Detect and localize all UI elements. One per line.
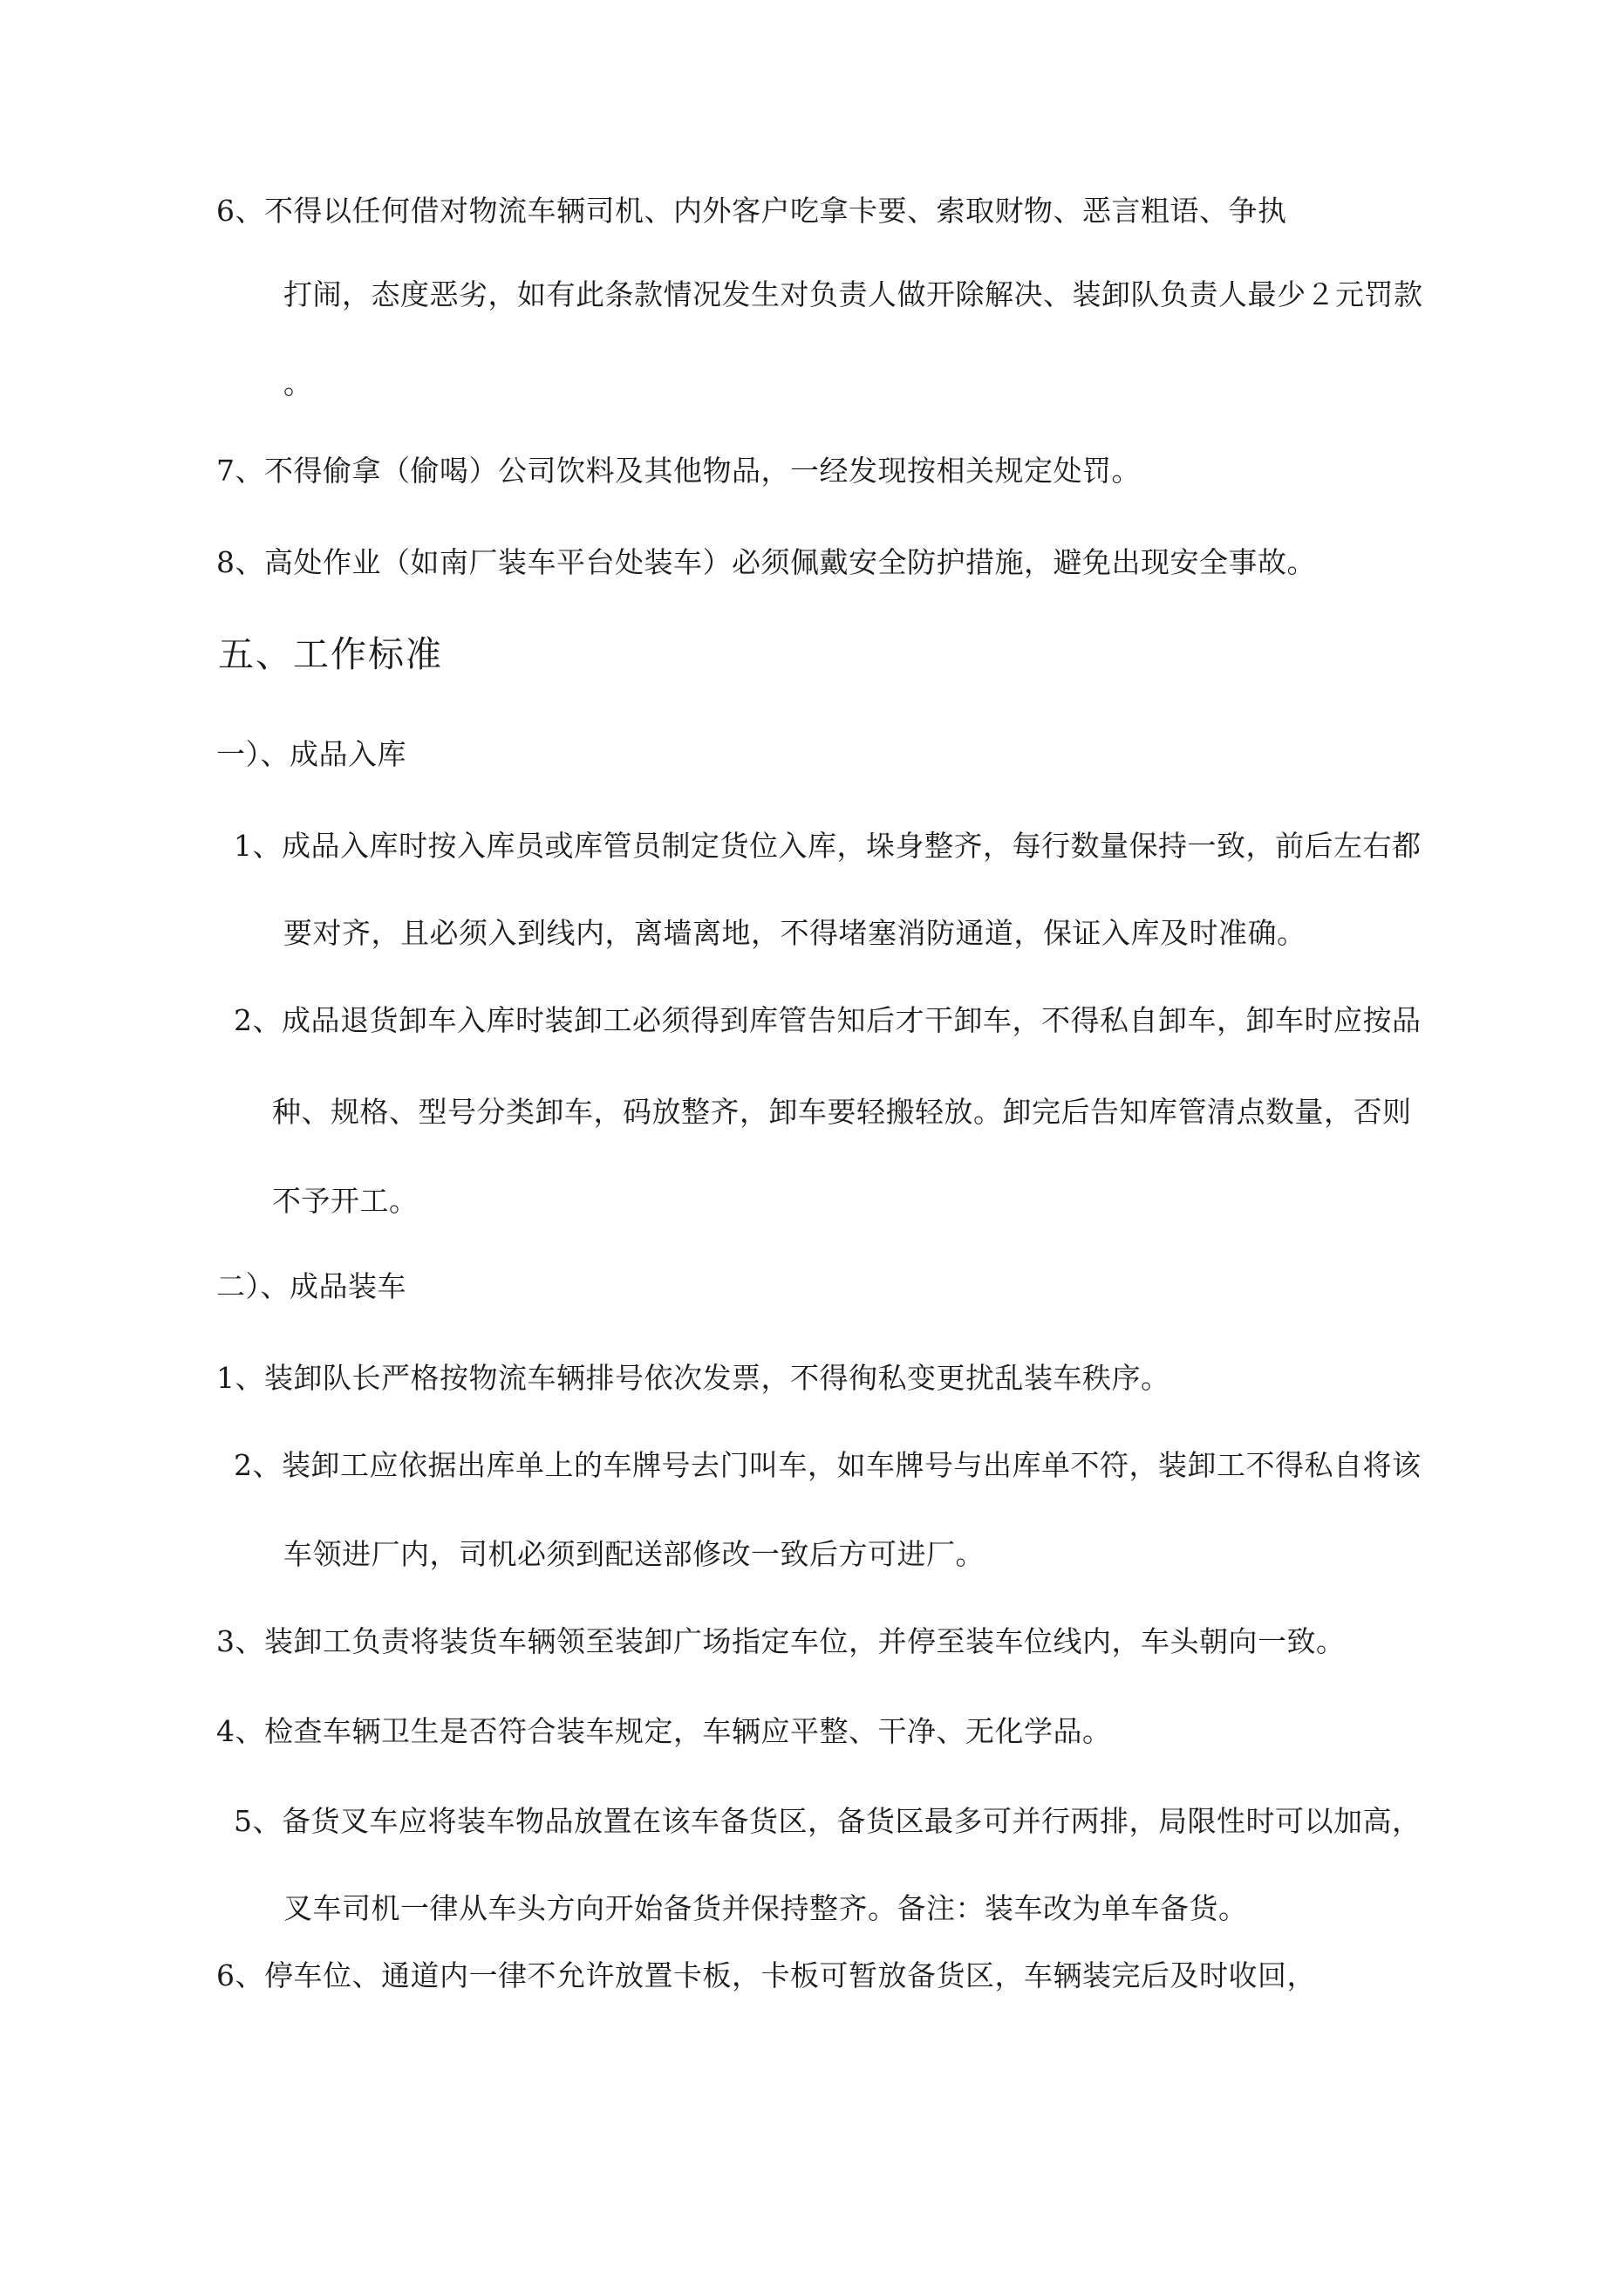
loading-item-2-line-1: 2、装卸工应依据出库单上的车牌号去门叫车，如车牌号与出库单不符，装卸工不得私自将该: [234, 1448, 1422, 1482]
warehousing-item-1-line-2: 要对齐，且必须入到线内，离墙离地，不得堵塞消防通道，保证入库及时准确。: [283, 916, 1306, 950]
warehousing-item-2-line-2: 种、规格、型号分类卸车，码放整齐，卸车要轻搬轻放。卸完后告知库管清点数量，否则: [272, 1095, 1412, 1129]
subheading-loading: 二）、成品装车: [216, 1269, 406, 1303]
loading-item-4: 4、检查车辆卫生是否符合装车规定，车辆应平整、干净、无化学品。: [216, 1714, 1112, 1748]
loading-item-1: 1、装卸队长严格按物流车辆排号依次发票，不得徇私变更扰乱装车秩序。: [216, 1361, 1170, 1395]
subheading-warehousing: 一）、成品入库: [216, 737, 406, 771]
warehousing-item-2-line-3: 不予开工。: [272, 1184, 419, 1218]
loading-item-6-line-1: 6、停车位、通道内一律不允许放置卡板，卡板可暂放备货区，车辆装完后及时收回，: [216, 1958, 1316, 1992]
loading-item-3: 3、装卸工负责将装货车辆领至装卸广场指定车位，并停至装车位线内，车头朝向一致。: [216, 1624, 1346, 1658]
item-6-line-1: 6、不得以任何借对物流车辆司机、内外客户吃拿卡要、索取财物、恶言粗语、争执: [216, 194, 1287, 228]
item-6-line-2: 打闹，态度恶劣，如有此条款情况发生对负责人做开除解决、装卸队负责人最少２元罚款: [283, 277, 1423, 311]
section-heading-work-standards: 五、工作标准: [218, 633, 443, 675]
warehousing-item-2-line-1: 2、成品退货卸车入库时装卸工必须得到库管告知后才干卸车，不得私自卸车，卸车时应按品: [234, 1003, 1422, 1037]
warehousing-item-1-line-1: 1、成品入库时按入库员或库管员制定货位入库，垛身整齐，每行数量保持一致，前后左右都: [234, 829, 1422, 863]
item-8: 8、高处作业（如南厂装车平台处装车）必须佩戴安全防护措施，避免出现安全事故。: [216, 545, 1316, 579]
item-6-line-3: 。: [283, 366, 313, 400]
loading-item-5-line-1: 5、备货叉车应将装车物品放置在该车备货区，备货区最多可并行两排，局限性时可以加高，: [234, 1804, 1422, 1838]
loading-item-5-line-2: 叉车司机一律从车头方向开始备货并保持整齐。备注：装车改为单车备货。: [283, 1891, 1248, 1925]
loading-item-2-line-2: 车领进厂内，司机必须到配送部修改一致后方可进厂。: [283, 1537, 985, 1571]
item-7: 7、不得偷拿（偷喝）公司饮料及其他物品，一经发现按相关规定处罚。: [216, 454, 1141, 488]
